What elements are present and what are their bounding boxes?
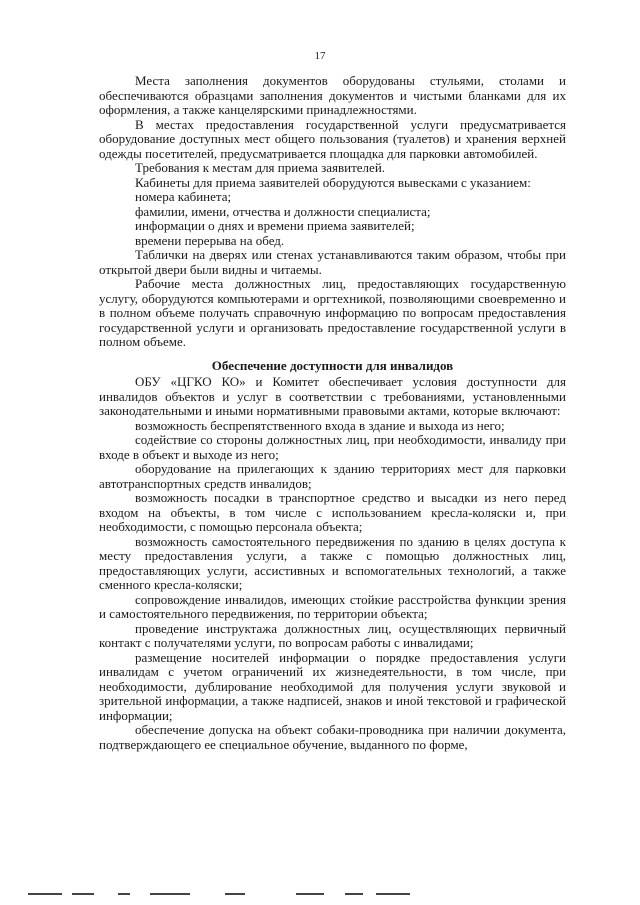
scan-mark — [118, 893, 130, 895]
list-item: фамилии, имени, отчества и должности специалиста; — [135, 203, 431, 219]
scan-mark — [296, 893, 324, 895]
scan-edge-marks — [0, 893, 640, 897]
page-number: 17 — [314, 50, 326, 62]
list-item: возможность посадки в транспортное средство и высадки из него перед входом на объекты, в том числе с использованием кресла-коляски и, при необходимости, с помощью персонала объекта; — [99, 490, 566, 534]
paragraphs-after — [99, 375, 566, 752]
list-item: возможность беспрепятственного входа в здание и выхода из него; — [135, 417, 505, 433]
paragraph: Места заполнения документов оборудованы стульями, столами и обеспечиваются образцами заполнения документов и чистыми бланками для их оформления, а также канцелярскими принадлежностями. — [99, 73, 566, 117]
section-heading: Обеспечение доступности для инвалидов — [211, 357, 454, 373]
list-item: проведение инструктажа должностных лиц, осуществляющих первичный контакт с получателями услуги, по вопросам работы с инвалидами; — [99, 620, 566, 650]
scan-mark — [72, 893, 94, 895]
scan-mark — [28, 893, 62, 895]
list-item: обеспечение допуска на объект собаки-проводника при наличии документа, подтверждающего ее специальное обучение, выданного по форме, — [99, 722, 566, 752]
scan-mark — [150, 893, 190, 895]
list-item: возможность самостоятельного передвижения по зданию в целях доступа к месту предоставления услуги, а также с помощью должностных лиц, предоставляющих услуги, ассистивных и вспомогательных технологий, а также сменного кресла-коляски; — [99, 533, 566, 592]
list-item: времени перерыва на обед. — [135, 232, 285, 248]
list-item: оборудование на прилегающих к зданию территориях мест для парковки автотранспортных средств инвалидов; — [99, 461, 566, 491]
scan-mark — [376, 893, 410, 895]
list-item: содействие со стороны должностных лиц, при необходимости, инвалиду при входе в объект и выходе из него; — [99, 432, 566, 462]
list-item: номера кабинета; — [135, 189, 232, 204]
paragraph: Таблички на дверях или стенах устанавливаются таким образом, чтобы при открытой двери были видны и читаемы. — [99, 247, 566, 277]
document-body — [99, 74, 566, 752]
list-item: размещение носителей информации о порядке предоставления услуги инвалидам с учетом ограничений их жизнедеятельности, в том числе, при необходимости, дублирование необходимой для получения услуги звуковой и зрительной информации, а также надписей, знаков и иной текстовой и графической информации; — [99, 649, 566, 723]
paragraph: Кабинеты для приема заявителей оборудуются вывесками с указанием: — [135, 174, 531, 190]
paragraph: В местах предоставления государственной услуги предусматривается оборудование доступных мест общего пользования (туалетов) и хранения верхней одежды посетителей, предусматривается площадка для парковки автомобилей. — [99, 116, 566, 161]
paragraph: ОБУ «ЦГКО КО» и Комитет обеспечивает условия доступности для инвалидов объектов и услуг в соответствии с требованиями, установленными законодательными и иными нормативными правовыми актами, которые включают: — [99, 374, 566, 418]
paragraphs-before — [99, 74, 566, 350]
scan-mark — [225, 893, 245, 895]
paragraph: Требования к местам для приема заявителей. — [135, 160, 386, 175]
list-item: сопровождение инвалидов, имеющих стойкие расстройства функции зрения и самостоятельного передвижения, по территории объекта; — [99, 591, 566, 621]
list-item: информации о днях и времени приема заявителей; — [135, 218, 415, 233]
paragraph: Рабочие места должностных лиц, предоставляющих государственную услугу, оборудуются компьютерами и оргтехникой, позволяющими своевременно и в полном объеме получать справочную информацию по вопросам предоставления государственной услуги и организовать предоставление государственной услуги в полном объеме. — [99, 276, 566, 349]
scan-mark — [345, 893, 363, 895]
